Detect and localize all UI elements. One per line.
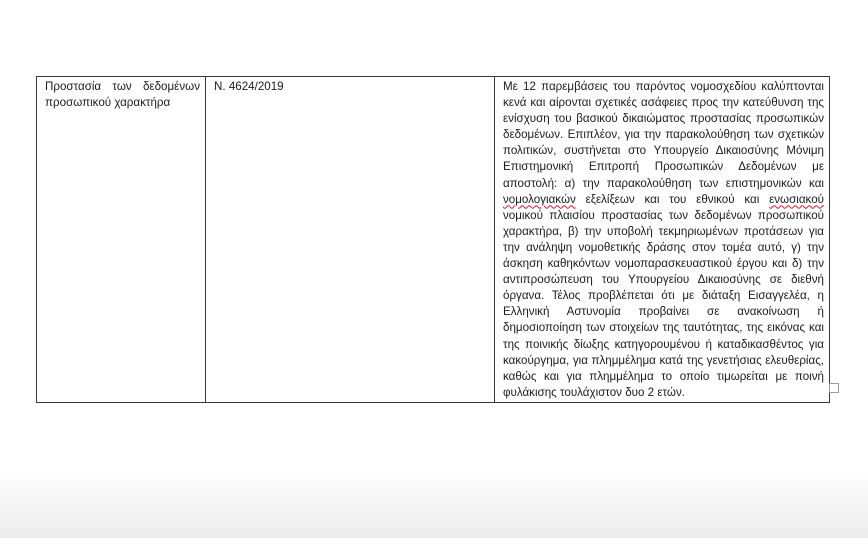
table-row bbox=[37, 77, 830, 403]
law-cell[interactable] bbox=[206, 77, 495, 403]
description-cell[interactable] bbox=[495, 77, 830, 403]
spellcheck-flagged-word[interactable]: ενωσιακού bbox=[769, 192, 824, 206]
topic-text: Προστασία των δεδομένων προσωπικού χαρακτήρα bbox=[45, 80, 200, 110]
law-summary-table bbox=[36, 76, 830, 403]
page-bottom-shadow bbox=[0, 470, 868, 538]
description-text-part2: εξελίξεων και του εθνικού και bbox=[575, 192, 770, 206]
table-resize-handle[interactable] bbox=[829, 383, 839, 393]
description-text-part3: νομικού πλαισίου προστασίας των δεδομένων προσωπικού χαρακτήρα, β) την υποβολή τεκμηριωμένων προτάσεων για την ανάληψη νομοθετικής δράσης στον τομέα αυτό, γ) την άσκηση καθηκόντων νομοπαρασκευαστικού έργου και δ) την αντιπροσώπευση του Υπουργείου Δικαιοσύνης σε διεθνή όργανα. Τέλος προβλέπεται ότι με διάταξη Εισαγγελέα, η Ελληνική Αστυνομία προβαίνει σε ανακοίνωση ή δημοσιοποίηση των στοιχείων της ταυτότητας, της εικόνας και της ποινικής δίωξης κατηγορουμένου ή καταδικασθέντος για κακούργημα, για πλημμέλημα κατά της γενετήσιας ελευθερίας, καθώς και για πλημμέλημα το οποίο τιμωρείται με ποινή φυλάκισης τουλάχιστον δυο 2 ετών. bbox=[503, 208, 824, 399]
spellcheck-flagged-word[interactable]: νομολογιακών bbox=[503, 192, 576, 206]
topic-cell[interactable] bbox=[37, 77, 206, 403]
description-paragraph bbox=[503, 79, 824, 401]
law-number-text: Ν. 4624/2019 bbox=[214, 80, 284, 93]
description-text-part1: Με 12 παρεμβάσεις του παρόντος νομοσχεδίου καλύπτονται κενά και αίρονται σχετικές ασάφειες προς την κατεύθυνση της ενίσχυση του βασικού δικαιώματος προστασίας προσωπικών δεδομένων. Επιπλέον, για την παρακολούθηση των σχετικών πολιτικών, συστήνεται στο Υπουργείο Δικαιοσύνης Μόνιμη Επιστημονική Επιτροπή Προσωπικών Δεδομένων με αποστολή: α) την παρακολούθηση των επιστημονικών και bbox=[503, 80, 824, 190]
